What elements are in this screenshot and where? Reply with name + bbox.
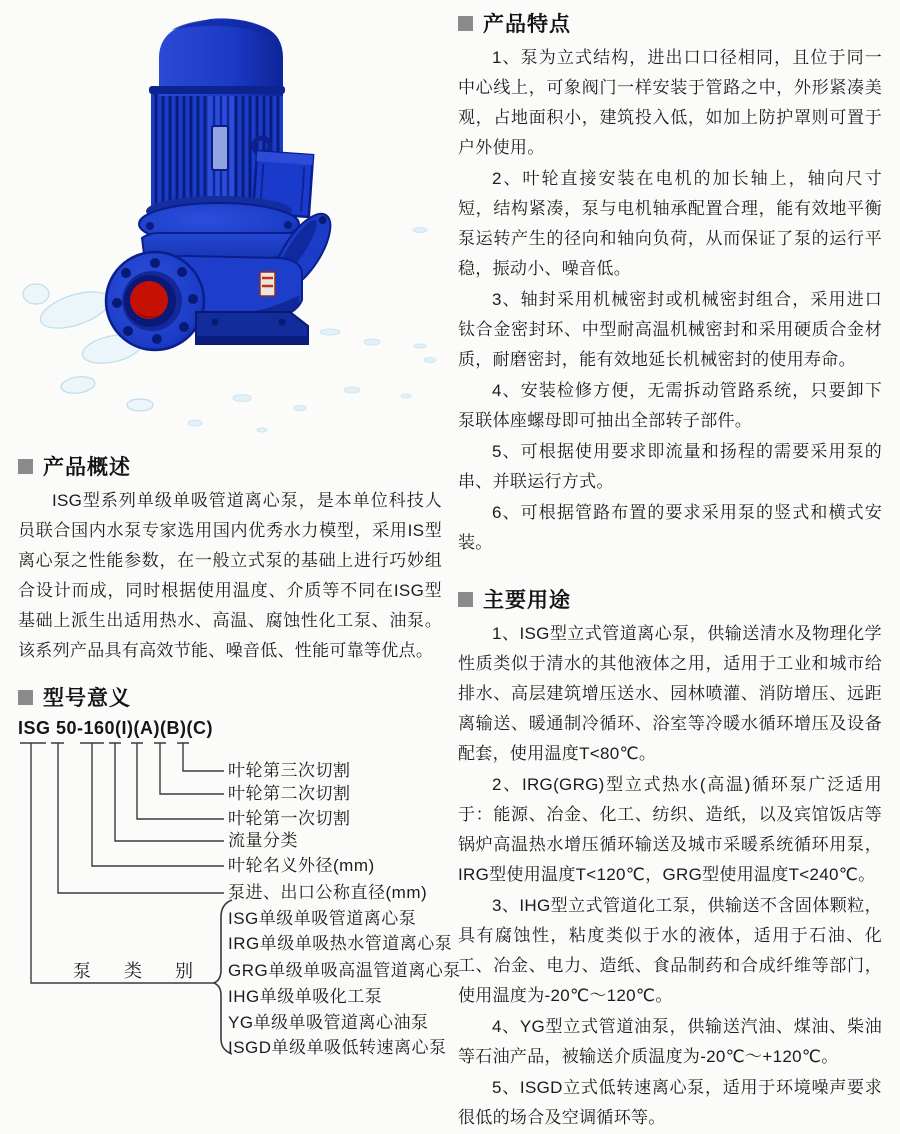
feature-item: 6、可根据管路布置的要求采用泵的竖式和横式安装。	[458, 503, 882, 552]
feature-item: 1、泵为立式结构，进出口口径相同，且位于同一中心线上，可象阀门一样安装于管路之中，外形紧凑美观，占地面积小，建筑投入低，如加上防护罩则可置于户外使用。	[458, 48, 882, 157]
pump-type-item: ISGD单级单吸低转速离心泵	[228, 1038, 447, 1057]
pump-type-item: IRG单级单吸热水管道离心泵	[228, 934, 453, 953]
callout-label: 叶轮第三次切割	[228, 761, 351, 780]
pump-category-label: 泵 类 别	[73, 961, 208, 981]
callout-label: 叶轮第一次切割	[228, 809, 351, 828]
features-title: 产品特点	[483, 13, 571, 36]
motor-nameplate	[212, 126, 228, 170]
uses-header	[458, 584, 882, 614]
pump-type-item: YG单级单吸管道离心油泵	[228, 1013, 429, 1032]
section-marker-icon	[18, 459, 33, 474]
uses-title: 主要用途	[483, 589, 571, 612]
feature-item: 4、安装检修方便，无需拆动管路系统，只要卸下泵联体座螺母即可抽出全部转子部件。	[458, 381, 882, 430]
casing-tag	[260, 272, 275, 296]
features-section	[458, 8, 882, 558]
pump-illustration	[0, 0, 455, 445]
uses-section	[458, 584, 882, 1133]
pump-type-item: GRG单级单吸高温管道离心泵	[228, 961, 461, 980]
use-item: 5、ISGD立式低转速离心泵，适用于环境噪声要求很低的场合及空调循环等。	[458, 1078, 882, 1127]
base-foot	[196, 312, 308, 344]
model-section	[18, 682, 461, 1082]
model-diagram	[18, 714, 461, 1082]
feature-item: 2、叶轮直接安装在电机的加长轴上，轴向尺寸短，结构紧凑，泵与电机轴承配置合理，能有效地平衡泵运转产生的径向和轴向负荷，从而保证了泵的运行平稳，振动小、噪音低。	[458, 169, 882, 278]
left-column	[0, 0, 461, 1082]
overview-title: 产品概述	[43, 456, 131, 479]
overview-header	[18, 451, 442, 481]
overview-section	[18, 451, 442, 666]
right-column	[458, 0, 882, 1134]
model-title: 型号意义	[43, 687, 131, 710]
feature-item: 3、轴封采用机械密封或机械密封组合，采用进口钛合金密封环、中型耐高温机械密封和采用硬质合金材质，耐磨密封，能有效地延长机械密封的使用寿命。	[458, 290, 882, 369]
pump-type-item: ISG单级单吸管道离心泵	[228, 909, 417, 928]
callout-label: 叶轮名义外径(mm)	[228, 856, 375, 875]
callout-label: 叶轮第二次切割	[228, 784, 351, 803]
overview-body: ISG型系列单级单吸管道离心泵，是本单位科技人员联合国内水泵专家选用国内优秀水力模型，采用IS型离心泵之性能参数，在一般立式泵的基础上进行巧妙组合设计而成，同时根据使用温度、介质等不同在ISG型基础上派生出适用热水、高温、腐蚀性化工泵、油泵。该系列产品具有高效节能、噪音低、性能可靠等优点。	[18, 491, 442, 660]
use-item: 3、IHG型立式管道化工泵，供输送不含固体颗粒，具有腐蚀性，粘度类似于水的液体，适用于石油、化工、冶金、电力、造纸、食品制药和合成纤维等部门，使用温度为-20℃～120℃。	[458, 896, 882, 1005]
section-marker-icon	[458, 592, 473, 607]
pump-type-item: IHG单级单吸化工泵	[228, 987, 383, 1006]
section-marker-icon	[18, 690, 33, 705]
callout-label: 流量分类	[228, 831, 298, 850]
inlet-flange	[106, 252, 204, 350]
feature-item: 5、可根据使用要求即流量和扬程的需要采用泵的串、并联运行方式。	[458, 442, 882, 491]
pump-photo	[0, 0, 455, 445]
section-marker-icon	[458, 16, 473, 31]
callout-label: 泵进、出口公称直径(mm)	[228, 883, 428, 902]
use-item: 2、IRG(GRG)型立式热水(高温)循环泵广泛适用于：能源、冶金、化工、纺织、造纸，以及宾馆饭店等锅炉高温热水增压循环输送及城市采暖系统循环用泵，IRG型使用温度T<120℃，GRG型使用温度T<240℃。	[458, 775, 882, 884]
features-header	[458, 8, 882, 38]
use-item: 4、YG型立式管道油泵，供输送汽油、煤油、柴油等石油产品，被输送介质温度为-20℃～+120℃。	[458, 1017, 882, 1066]
model-header	[18, 682, 455, 712]
use-item: 1、ISG型立式管道离心泵，供输送清水及物理化学性质类似于清水的其他液体之用，适用于工业和城市给排水、高层建筑增压送水、园林喷灌、消防增压、远距离输送、暖通制冷循环、浴室等冷暖水循环增压及设备配套，使用温度T<80℃。	[458, 624, 882, 763]
model-code: ISG 50-160(I)(A)(B)(C)	[18, 718, 214, 738]
